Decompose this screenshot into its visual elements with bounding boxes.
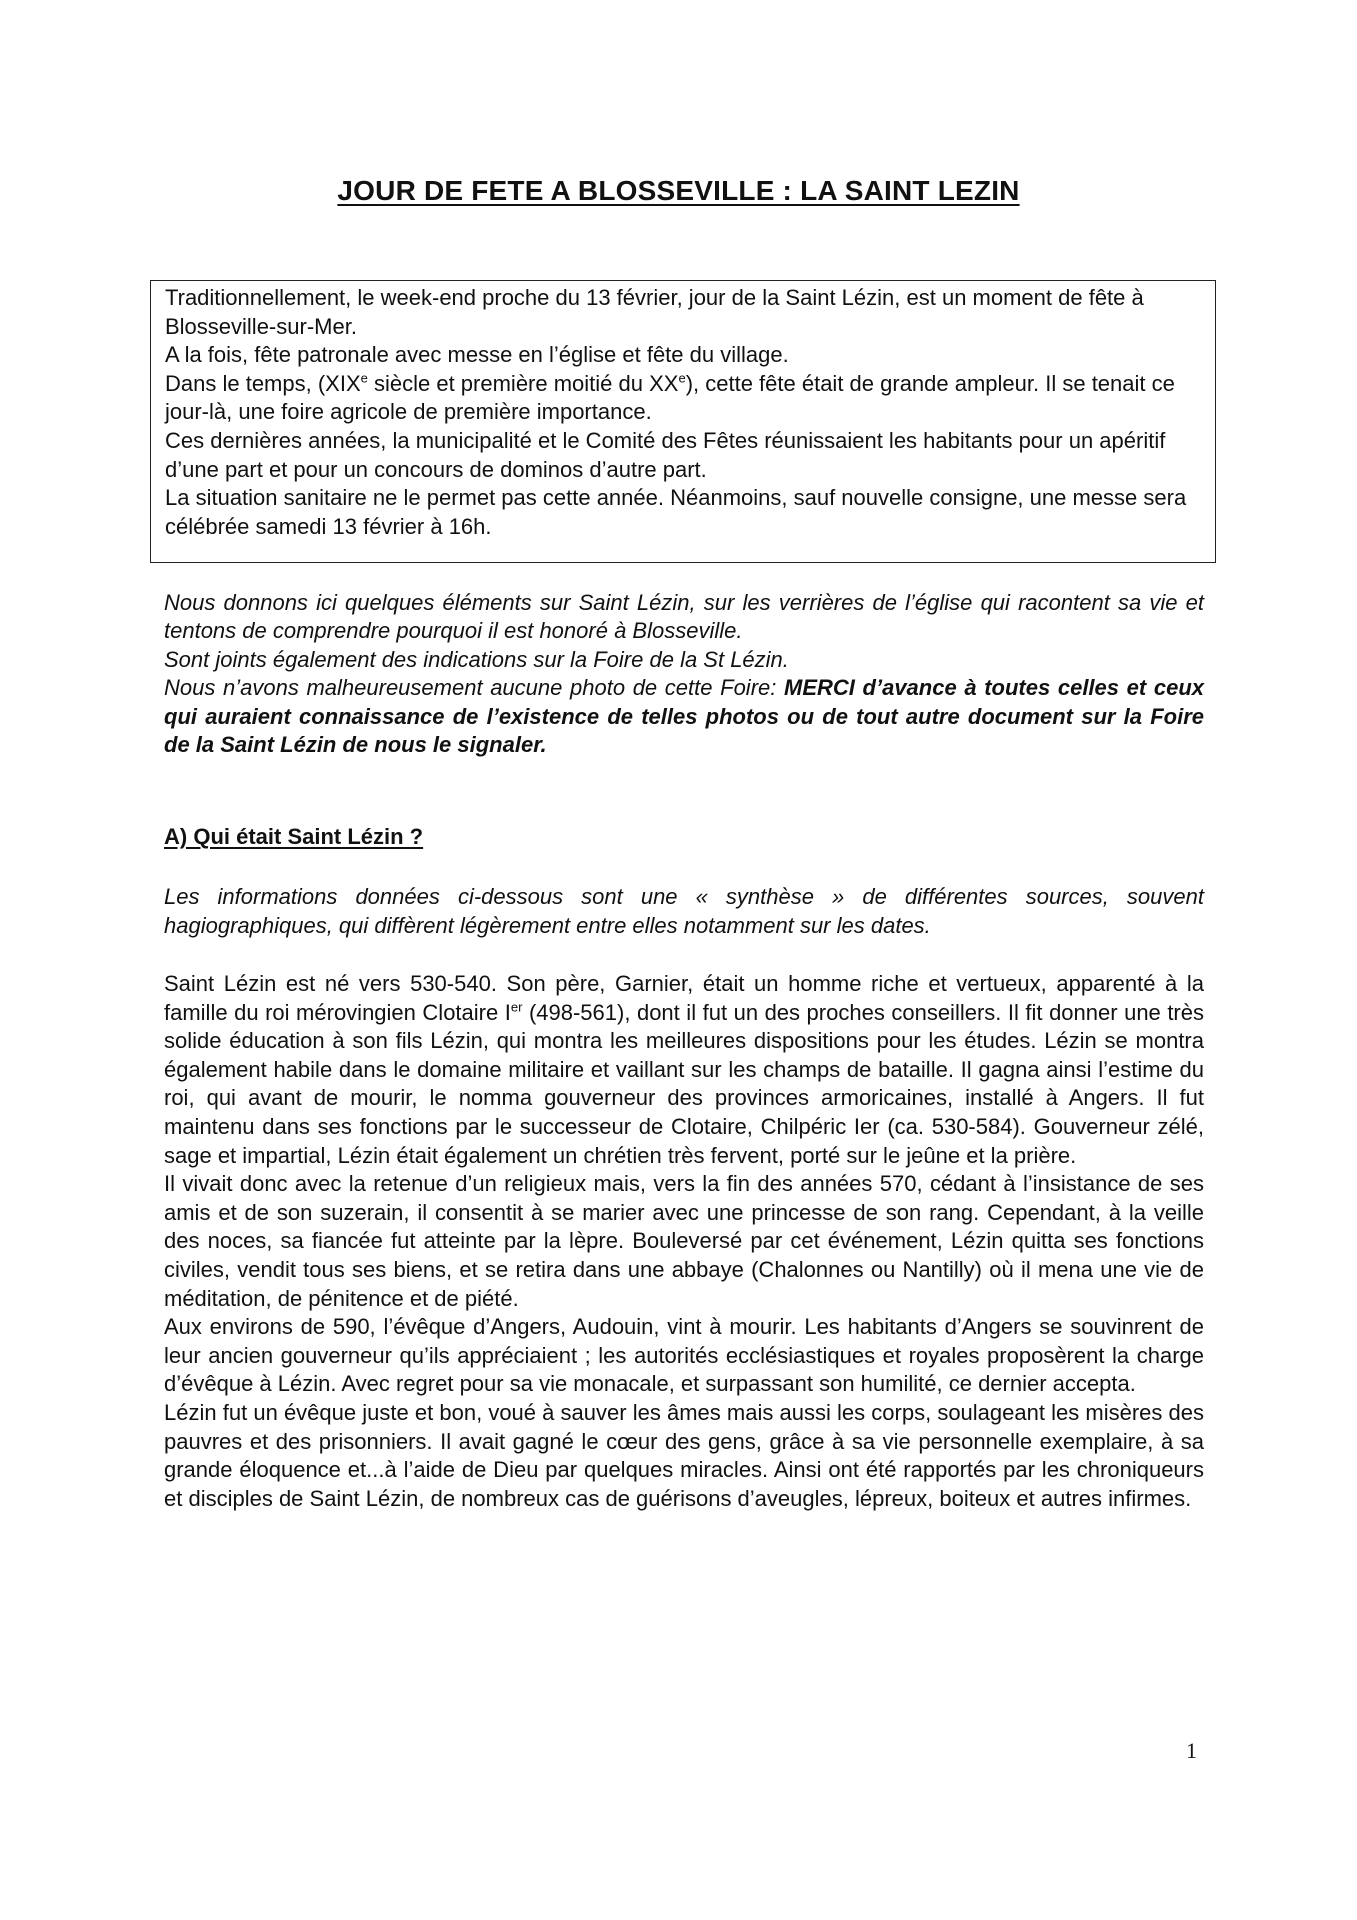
intro-paragraph: A la fois, fête patronale avec messe en l’église et fête du village. bbox=[165, 342, 789, 368]
notice-line: Sont joints également des indications sur la Foire de la St Lézin. bbox=[164, 646, 789, 672]
notice-line: Nous donnons ici quelques éléments sur Saint Lézin, sur les verrières de l’église qui racontent sa vie et tentons de comprendre pourquoi il est honoré à Blosseville. bbox=[164, 590, 1204, 644]
intro-paragraph: La situation sanitaire ne le permet pas cette année. Néanmoins, sauf nouvelle consigne, une messe sera célébrée samedi 13 février à 16h. bbox=[165, 485, 1187, 539]
page-number: 1 bbox=[1186, 1738, 1197, 1763]
intro-paragraph: Dans le temps, (XIXe siècle et première moitié du XXe), cette fête était de grande ampleur. Il se tenait ce jour-là, une foire agricole de première importance. bbox=[165, 370, 1175, 425]
section-heading: A) Qui était Saint Lézin ? bbox=[164, 824, 424, 849]
body-paragraph: Saint Lézin est né vers 530-540. Son père, Garnier, était un homme riche et vertueux, apparenté à la famille du roi mérovingien Clotaire Ier (498-561), dont il fut un des proches conseillers. Il fit donner une très solide éducation à son fils Lézin, qui montra les meilleures dispositions pour les études. Lézin se montra également habile dans le domaine militaire et vaillant sur les champs de bataille. Il gagna ainsi l’estime du roi, qui avant de mourir, le nomma gouverneur des provinces armoricaines, installé à Angers. Il fut maintenu dans ses fonctions par le successeur de Clotaire, Chilpéric Ier (ca. 530-584). Gouverneur zélé, sage et impartial, Lézin était également un chrétien très fervent, porté sur le jeûne et la prière. bbox=[164, 971, 1204, 1168]
intro-box bbox=[150, 280, 1216, 563]
notice-appeal-bold: MERCI d’avance à toutes celles et ceux qui auraient connaissance de l’existence de telles photos ou de tout autre document sur la Foire de la Saint Lézin de nous le signaler. bbox=[164, 675, 1204, 758]
intro-paragraph: Traditionnellement, le week-end proche du 13 février, jour de la Saint Lézin, est un moment de fête à Blosseville-sur-Mer. bbox=[165, 285, 1144, 339]
notice-line-appeal bbox=[164, 674, 1204, 759]
document-title: JOUR DE FETE A BLOSSEVILLE : LA SAINT LEZIN bbox=[337, 175, 1020, 206]
notice-block bbox=[164, 589, 1204, 759]
body-text bbox=[164, 970, 1204, 1513]
body-paragraph: Il vivait donc avec la retenue d’un religieux mais, vers la fin des années 570, cédant à l’insistance de ses amis et de son suzerain, il consentit à se marier avec une princesse de son rang. Cependant, à la veille des noces, sa fiancée fut atteinte par la lèpre. Bouleversé par cet événement, Lézin quitta ses fonctions civiles, vendit tous ses biens, et se retira dans une abbaye (Chalonnes ou Nantilly) où il mena une vie de méditation, de pénitence et de piété. bbox=[164, 1171, 1204, 1311]
body-paragraph: Aux environs de 590, l’évêque d’Angers, Audouin, vint à mourir. Les habitants d’Angers se souvinrent de leur ancien gouverneur qu’ils appréciaient ; les autorités ecclésiastiques et royales proposèrent la charge d’évêque à Lézin. Avec regret pour sa vie monacale, et surpassant son humilité, ce dernier accepta. bbox=[164, 1314, 1204, 1397]
notice-appeal-text: Nous n’avons malheureusement aucune photo de cette Foire: bbox=[164, 675, 785, 701]
body-paragraph: Lézin fut un évêque juste et bon, voué à sauver les âmes mais aussi les corps, soulageant les misères des pauvres et des prisonniers. Il avait gagné le cœur des gens, grâce à sa vie personnelle exemplaire, à sa grande éloquence et...à l’aide de Dieu par quelques miracles. Ainsi ont été rapportés par les chroniqueurs et disciples de Saint Lézin, de nombreux cas de guérisons d’aveugles, lépreux, boiteux et autres infirmes. bbox=[164, 1399, 1204, 1511]
sources-note: Les informations données ci-dessous sont une « synthèse » de différentes sources, souvent hagiographiques, qui diffèrent légèrement entre elles notamment sur les dates. bbox=[164, 884, 1204, 938]
intro-paragraph: Ces dernières années, la municipalité et le Comité des Fêtes réunissaient les habitants pour un apéritif d’une part et pour un concours de dominos d’autre part. bbox=[165, 427, 1166, 482]
